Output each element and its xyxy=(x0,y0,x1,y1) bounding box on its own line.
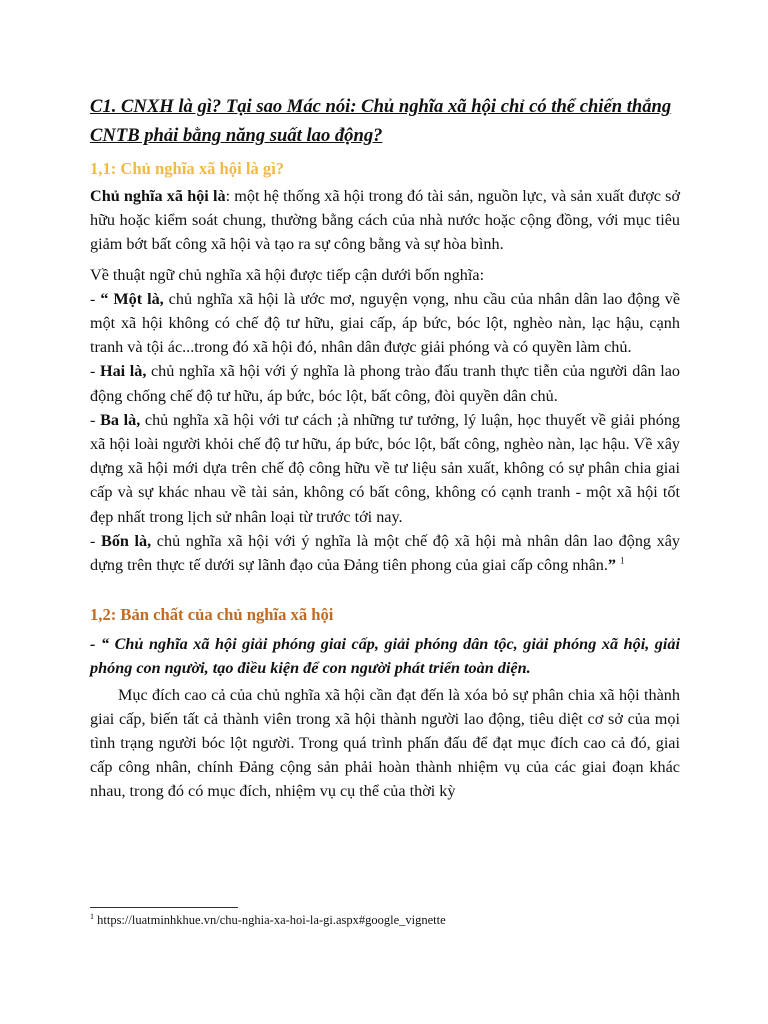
definition-text: : một hệ thống xã hội trong đó tài sản, nguồn lực, và sản xuất được sở hữu hoặc kiểm soát chung, thường bằng cách của nhà nước hoặc cộng đồng, với mục tiêu giảm bớt bất công xã hội và tạo ra sự công bằng và sự hòa bình. xyxy=(90,187,681,254)
list-item-lead: “ Một là, xyxy=(100,289,164,308)
list-item xyxy=(90,408,680,529)
list-item xyxy=(90,359,680,407)
section-heading-1-2: 1,2: Bản chất của chủ nghĩa xã hội xyxy=(90,605,334,625)
definition-term: Chủ nghĩa xã hội là xyxy=(90,187,226,205)
list-item-prefix: - xyxy=(90,289,101,308)
list-item-lead: Ba là, xyxy=(100,410,141,429)
list-item-text: chủ nghĩa xã hội với ý nghĩa là phong trào đấu tranh thực tiễn của người dân lao động chống chế độ tư hữu, áp bức, bóc lột, bất công, đòi quyền dân chủ. xyxy=(90,362,680,405)
quote-paragraph: - “ Chủ nghĩa xã hội giải phóng giai cấp, giải phóng dân tộc, giải phóng xã hội, giải phóng con người, tạo điều kiện để con người phát triển toàn diện. xyxy=(90,635,680,678)
list-item-prefix: - xyxy=(90,410,101,429)
section-spacer xyxy=(90,577,680,602)
intro-paragraph: Về thuật ngữ chủ nghĩa xã hội được tiếp cận dưới bốn nghĩa: xyxy=(90,265,485,284)
list-item-lead: Bốn là, xyxy=(101,531,152,550)
list-item-text: chủ nghĩa xã hội là ước mơ, nguyện vọng, nhu cầu của nhân dân lao động về một xã hội không có chế độ tư hữu, giai cấp, áp bức, bóc lột, nghèo nàn, lạc hậu, cạnh tranh và tội ác...trong đó xã hội đó, nhân dân được giải phóng và có quyền làm chủ. xyxy=(90,289,681,357)
list-item xyxy=(90,287,680,360)
body-paragraph: Mục đích cao cả của chủ nghĩa xã hội cần đạt đến là xóa bỏ sự phân chia xã hội thành giai cấp, biến tất cả thành viên trong xã hội thành người lao động, tiêu diệt cơ sở của mọi tình trạng người bóc lột người. Trong quá trình phấn đấu để đạt mục đích cao cả đó, giai cấp công nhân, chính Đảng cộng sản phải hoàn thành nhiệm vụ của các giai đoạn khác nhau, trong đó có mục đích, nhiệm vụ cụ thể của thời kỳ xyxy=(90,685,680,801)
page-title: C1. CNXH là gì? Tại sao Mác nói: Chủ nghĩa xã hội chỉ có thể chiến thắng CNTB phải bằng năng suất lao động? xyxy=(90,96,672,146)
list-item-prefix: - xyxy=(90,362,100,381)
section-heading-1-1: 1,1: Chủ nghĩa xã hội là gì? xyxy=(90,159,285,178)
footnote xyxy=(90,912,446,928)
list-item-lead: Hai là, xyxy=(99,362,147,381)
list-item-text: chủ nghĩa xã hội với ý nghĩa là một chế độ xã hội mà nhân dân lao động xây dựng trên thực tế dưới sự lãnh đạo của Đảng tiên phong của giai cấp công nhân. xyxy=(90,531,681,575)
definition-paragraph xyxy=(90,184,680,257)
list-item-prefix: - xyxy=(90,531,102,550)
closing-quote: ” xyxy=(607,556,616,575)
list-item xyxy=(90,529,680,577)
footnote-reference[interactable]: 1 xyxy=(620,555,625,566)
list-item-text: chủ nghĩa xã hội với tư cách ;à những tư tưởng, lý luận, học thuyết về giải phóng xã hội loài người khỏi chế độ tư hữu, áp bức, bóc lột, bất công, nghèo nàn, lạc hậu. Về xây dựng xã hội mới dựa trên chế độ công hữu về tư liệu sản xuất, không có sự phân chia giai cấp và sự khác nhau về tài sản, không có bất công, không có cạnh tranh - một xã hội tốt đẹp nhất trong lịch sử nhân loại từ trước tới nay. xyxy=(90,410,681,526)
footnote-divider xyxy=(90,907,238,908)
footnote-link[interactable]: https://luatminhkhue.vn/chu-nghia-xa-hoi-la-gi.aspx#google_vignette xyxy=(94,913,446,927)
footnote-number: 1 xyxy=(90,911,94,921)
